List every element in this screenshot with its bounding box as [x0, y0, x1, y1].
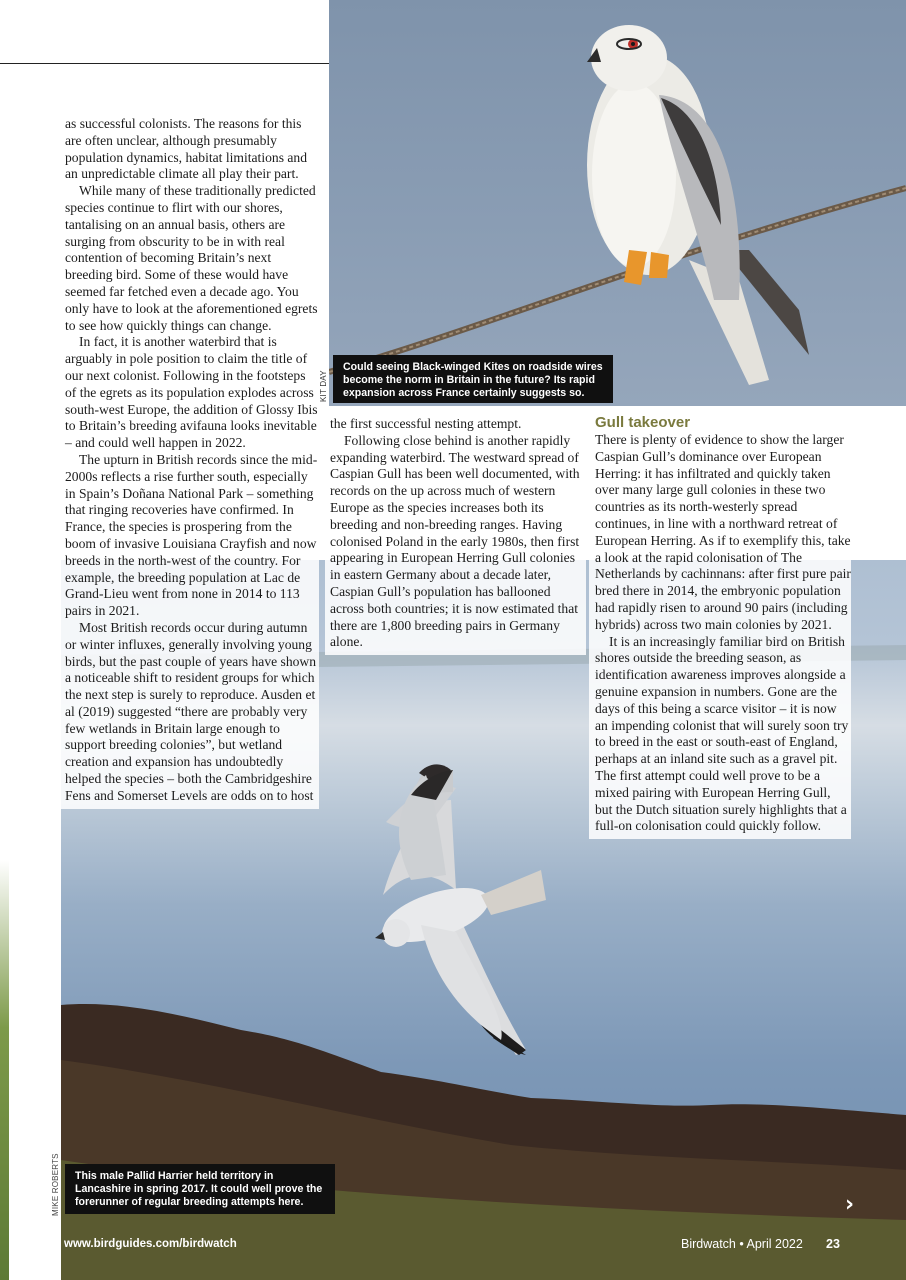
- page-number: 23: [826, 1237, 840, 1251]
- next-page-arrow-icon[interactable]: ›: [845, 1192, 855, 1217]
- kite-photo-credit: KIT DAY: [319, 370, 328, 402]
- harrier-caption: This male Pallid Harrier held territory in Lancashire in spring 2017. It could well prove the forerunner of regular breeding attempts here.: [65, 1164, 335, 1214]
- paragraph: Most British records occur during autumn or winter influxes, generally involving young birds, but the past couple of years have shown a noticeable shift to resident groups for which the next step is surely to reproduce. Ausden et al (2019) suggested “there are probably very few wetlands in Britain large enough to support breeding colonies”, but wetland creation and expansion has undoubtedly helped the species – both the Cambridgeshire Fens and Somerset Levels are odds on to host: [65, 619, 317, 803]
- paragraph: There is plenty of evidence to show the larger Caspian Gull’s dominance over European Herring: it has infiltrated and quickly taken over many large gull colonies in these two countries as its north-westerly spread continues, in line with a northward retreat of European Herring. As if to exemplify this, take a look at the rapid colonisation of The Netherlands by cachinnans: after first pure pair bred there in 2014, the embryonic population had rapidly risen to around 90 pairs (including hybrids) across two main colonies by 2021.: [595, 432, 851, 632]
- paragraph: It is an increasingly familiar bird on British shores outside the breeding season, as identification awareness improves alongside a genuine expansion in numbers. Gone are the days of this being a scarce visitor – it is now an impending colonist that will surely soon try to breed in the east or south-east of England, perhaps at an inland site such as a gravel pit. The first attempt could well prove to be a mixed pairing with European Herring Gull, but the Dutch situation surely highlights that a full-on colonisation could quickly follow.: [595, 633, 849, 834]
- page-edge-graphic: [0, 860, 9, 1280]
- article-column-2: [325, 416, 586, 655]
- paragraph: The upturn in British records since the mid-2000s reflects a rise further south, especially in Spain’s Doñana National Park – something that ringing recoveries have confirmed. In France, the species is prospering from the boom of invasive Louisiana Crayfish and now breeds in the north-west of the country. For example, the breeding population at Lac de Grand-Lieu went from none in 2014 to 113 pairs in 2021.: [65, 451, 318, 619]
- magazine-issue: Birdwatch • April 2022: [681, 1237, 803, 1251]
- article-column-3: [589, 414, 851, 839]
- article-column-1: [61, 116, 319, 809]
- section-heading: Gull takeover: [595, 414, 691, 431]
- kite-caption: Could seeing Black-winged Kites on roadside wires become the norm in Britain in the future? Its rapid expansion across France certainly suggests so.: [333, 355, 613, 403]
- harrier-photo-credit: MIKE ROBERTS: [51, 1153, 60, 1216]
- paragraph: as successful colonists. The reasons for this are often unclear, although presumably population dynamics, habitat limitations and an unpredictable climate all play their part.: [65, 116, 308, 182]
- paragraph: the first successful nesting attempt.: [330, 416, 522, 431]
- kite-photo: [329, 0, 906, 406]
- header-rule: [0, 63, 329, 64]
- paragraph: Following close behind is another rapidly expanding waterbird. The westward spread of Caspian Gull has been well documented, with records on the up across much of western Europe as the species increases both its breeding and non-breeding ranges. Having colonised Poland in the early 1980s, then first appearing in European Herring Gull colonies in eastern Germany about a decade later, Caspian Gull’s population has ballooned across both countries; it is now estimated that there are 1,800 breeding pairs in Germany alone.: [330, 432, 580, 650]
- paragraph: In fact, it is another waterbird that is arguably in pole position to claim the title of our next colonist. Following in the footsteps of the egrets as its population explodes across south-west Europe, the addition of Glossy Ibis to Britain’s breeding avifauna looks inevitable – and could well happen in 2022.: [65, 334, 318, 451]
- paragraph: While many of these traditionally predicted species continue to flirt with our shores, tantalising on an annual basis, others are surging from obscurity to be in with real contention of becoming Britain’s next breeding bird. Some of these would have seemed far fetched even a decade ago. You only have to look at the aforementioned egrets to see how quickly things can change.: [65, 183, 318, 333]
- website-link[interactable]: www.birdguides.com/birdwatch: [64, 1238, 237, 1250]
